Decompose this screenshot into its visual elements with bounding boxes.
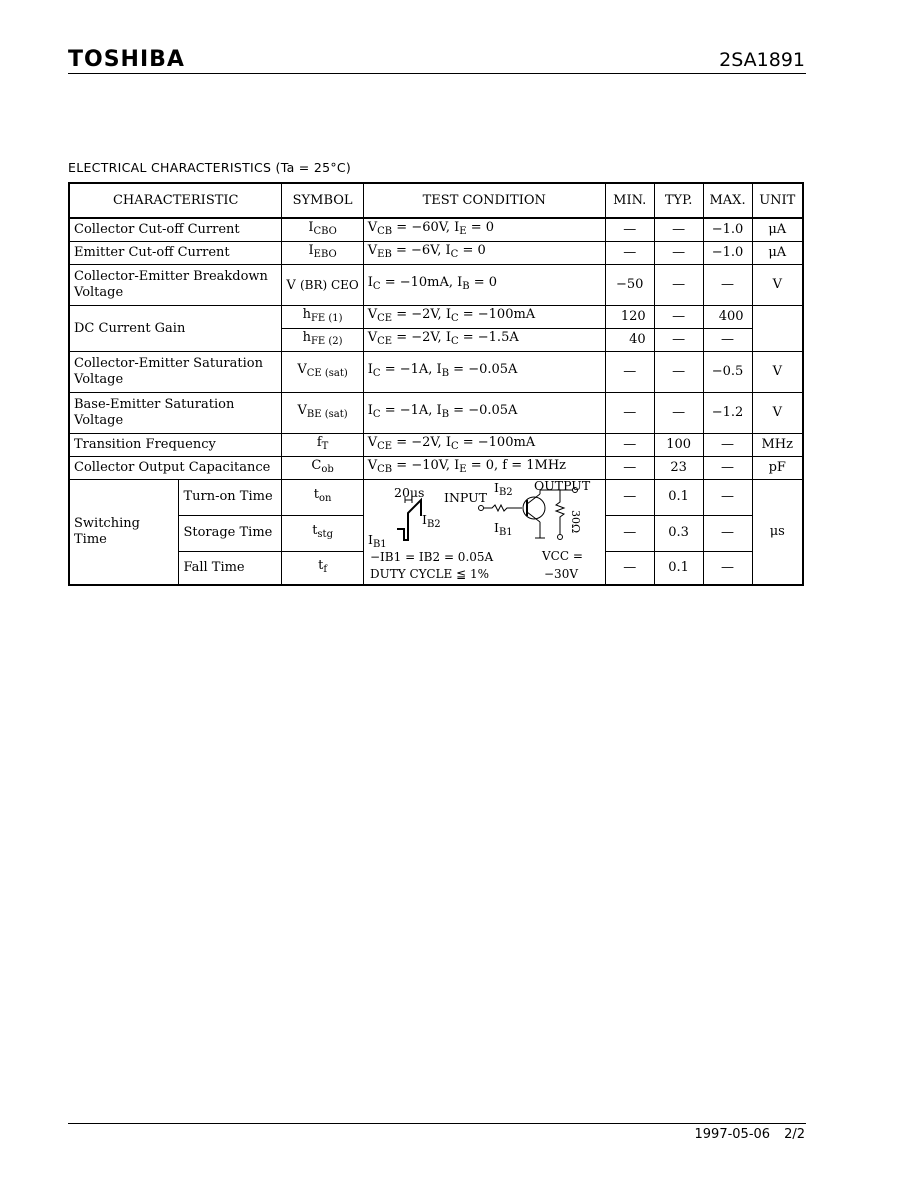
cell-unit — [752, 306, 803, 352]
cell-characteristic: Emitter Cut-off Current — [69, 242, 282, 265]
cell-symbol: $t_f$ — [282, 551, 363, 585]
cell-switching-name: Turn-on Time — [179, 480, 282, 516]
base-resistor — [484, 505, 522, 511]
cell-condition: $V_{CE} = -2V$, $I_C = -100mA$ — [363, 306, 605, 329]
cell-symbol: $I_{EBO}$ — [282, 242, 363, 265]
cell-characteristic: Transition Frequency — [69, 434, 282, 457]
section-title: ELECTRICAL CHARACTERISTICS (Ta = 25°C) — [68, 160, 352, 175]
cell-typ: — — [654, 329, 703, 352]
cell-symbol: $I_{CBO}$ — [282, 218, 363, 242]
cell-typ: — — [654, 393, 703, 434]
cell-symbol: $t_{stg}$ — [282, 515, 363, 551]
header-test-condition: TEST CONDITION — [363, 183, 605, 218]
cell-symbol: V (BR) CEO — [282, 265, 363, 306]
input-pulse-waveform — [397, 500, 421, 540]
cell-symbol: $C_{ob}$ — [282, 457, 363, 480]
cell-min: — — [605, 242, 654, 265]
cell-typ: 0.1 — [654, 480, 703, 516]
cell-condition: $I_C = -1A$, $I_B = -0.05A$ — [363, 393, 605, 434]
cell-max: −1.2 — [703, 393, 752, 434]
cell-unit: V — [752, 352, 803, 393]
cell-typ: — — [654, 265, 703, 306]
table-row — [69, 242, 803, 265]
cell-condition: $V_{CB} = -10V$, $I_E = 0$, f = 1MHz — [363, 457, 605, 480]
cell-symbol: $V_{CE (sat)}$ — [282, 352, 363, 393]
table-row — [69, 352, 803, 393]
cell-characteristic: Collector-Emitter Saturation Voltage — [69, 352, 282, 393]
footer-date: 1997-05-06 — [694, 1127, 771, 1142]
cell-max: — — [703, 457, 752, 480]
cell-unit: V — [752, 393, 803, 434]
header-min: MIN. — [605, 183, 654, 218]
ib1-pulse-label: $I_{B1}$ — [367, 532, 387, 550]
cell-min: — — [605, 457, 654, 480]
cell-characteristic: Collector-Emitter Breakdown Voltage — [69, 265, 282, 306]
table-row — [69, 218, 803, 242]
cell-max: −1.0 — [703, 218, 752, 242]
load-resistor — [556, 490, 564, 534]
duty-cycle-condition: DUTY CYCLE ≦ 1% — [369, 567, 489, 581]
cell-unit: pF — [752, 457, 803, 480]
input-label: INPUT — [443, 490, 487, 505]
footer-page: 2/2 — [784, 1127, 805, 1142]
cell-min: — — [605, 218, 654, 242]
pulse-width-label: 20μs — [393, 485, 425, 500]
cell-unit: V — [752, 265, 803, 306]
header-symbol: SYMBOL — [282, 183, 363, 218]
header-typ: TYP. — [654, 183, 703, 218]
table-row — [69, 457, 803, 480]
cell-max: −1.0 — [703, 242, 752, 265]
cell-typ: — — [654, 218, 703, 242]
input-terminal — [478, 506, 483, 511]
cell-symbol: $t_{on}$ — [282, 480, 363, 516]
cell-min: — — [605, 515, 654, 551]
cell-switching-name: Storage Time — [179, 515, 282, 551]
load-resistor-value: 30Ω — [568, 510, 582, 534]
cell-max: — — [703, 329, 752, 352]
cell-typ: — — [654, 306, 703, 329]
cell-typ: 0.1 — [654, 551, 703, 585]
table-row — [69, 480, 803, 516]
cell-condition: $V_{EB} = -6V$, $I_C = 0$ — [363, 242, 605, 265]
ib1-arrow-label: $I_{B1}$ — [493, 520, 513, 538]
footer — [681, 1127, 805, 1142]
table-row — [69, 265, 803, 306]
cell-condition: $I_C = -10mA$, $I_B = 0$ — [363, 265, 605, 306]
cell-max: 400 — [703, 306, 752, 329]
cell-symbol: $f_T$ — [282, 434, 363, 457]
vcc-label: VCC = — [541, 549, 583, 563]
header-characteristic: CHARACTERISTIC — [69, 183, 282, 218]
cell-typ: — — [654, 352, 703, 393]
brand-logo: TOSHIBA — [68, 47, 185, 72]
cell-switching-group: Switching Time — [69, 480, 179, 586]
drive-condition: −IB1 = IB2 = 0.05A — [369, 550, 493, 564]
cell-max: −0.5 — [703, 352, 752, 393]
cell-typ: 100 — [654, 434, 703, 457]
header-unit: UNIT — [752, 183, 803, 218]
vcc-value: −30V — [543, 567, 578, 581]
footer-rule — [68, 1123, 806, 1124]
cell-condition: $I_C = -1A$, $I_B = -0.05A$ — [363, 352, 605, 393]
cell-max: — — [703, 480, 752, 516]
cell-symbol: $h_{FE (2)}$ — [282, 329, 363, 352]
cell-unit: MHz — [752, 434, 803, 457]
cell-condition: $V_{CE} = -2V$, $I_C = -1.5A$ — [363, 329, 605, 352]
cell-typ: 23 — [654, 457, 703, 480]
cell-max: — — [703, 434, 752, 457]
cell-unit: μA — [752, 218, 803, 242]
cell-min: — — [605, 480, 654, 516]
cell-min: — — [605, 352, 654, 393]
header-max: MAX. — [703, 183, 752, 218]
electrical-characteristics-table — [68, 182, 804, 586]
cell-typ: 0.3 — [654, 515, 703, 551]
cell-min: — — [605, 393, 654, 434]
cell-characteristic: Collector Cut-off Current — [69, 218, 282, 242]
header-rule — [68, 73, 806, 74]
cell-characteristic: Collector Output Capacitance — [69, 457, 282, 480]
cell-unit: μA — [752, 242, 803, 265]
table-header-row — [69, 183, 803, 218]
switching-circuit-diagram — [364, 480, 605, 584]
cell-min: 120 — [605, 306, 654, 329]
ib2-pulse-label: $I_{B2}$ — [421, 512, 441, 530]
cell-max: — — [703, 265, 752, 306]
cell-condition: $V_{CE} = -2V$, $I_C = -100mA$ — [363, 434, 605, 457]
cell-max: — — [703, 515, 752, 551]
output-label: OUTPUT — [533, 480, 590, 493]
table-row — [69, 306, 803, 329]
cell-unit: μs — [752, 480, 803, 586]
cell-characteristic: Base-Emitter Saturation Voltage — [69, 393, 282, 434]
cell-min: −50 — [605, 265, 654, 306]
table-row — [69, 434, 803, 457]
table-row — [69, 393, 803, 434]
cell-min: 40 — [605, 329, 654, 352]
cell-typ: — — [654, 242, 703, 265]
cell-symbol: $h_{FE (1)}$ — [282, 306, 363, 329]
part-number: 2SA1891 — [719, 49, 805, 71]
cell-condition: $V_{CB} = -60V$, $I_E = 0$ — [363, 218, 605, 242]
cell-symbol: $V_{BE (sat)}$ — [282, 393, 363, 434]
cell-max: — — [703, 551, 752, 585]
cell-characteristic: DC Current Gain — [69, 306, 282, 352]
ib2-arrow-label: $I_{B2}$ — [493, 480, 513, 498]
switching-test-circuit — [363, 480, 605, 586]
cell-switching-name: Fall Time — [179, 551, 282, 585]
cell-min: — — [605, 551, 654, 585]
cell-min: — — [605, 434, 654, 457]
